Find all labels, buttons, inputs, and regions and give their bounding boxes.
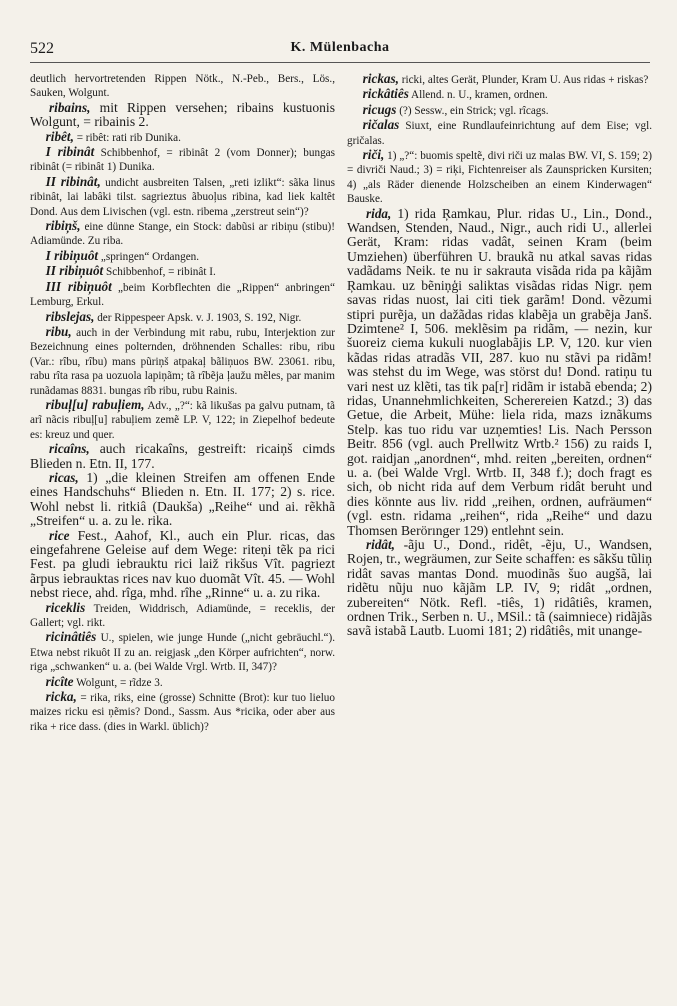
left-column	[30, 72, 335, 992]
entry-headword: ricîte	[45, 673, 74, 689]
entry-text: = ribêt: rati rib Dunika.	[73, 131, 181, 144]
entry-headword: riceklis	[45, 599, 86, 615]
entry-headword: ricas,	[49, 469, 79, 485]
dictionary-entry	[30, 471, 335, 529]
entry-headword: I ribinât	[45, 144, 95, 160]
dictionary-entry	[30, 264, 335, 279]
entry-headword: ricka,	[45, 689, 77, 705]
dictionary-entry	[347, 118, 652, 148]
entry-headword: rida,	[366, 205, 392, 221]
dictionary-entry	[347, 148, 652, 207]
entry-text: der Rippespeer Apsk. v. J. 1903, S. 192, Nigr.	[94, 311, 302, 324]
page-header	[30, 40, 650, 63]
entry-headword: ribslejas,	[45, 308, 95, 324]
entry-text: „springen“ Ordangen.	[98, 250, 200, 263]
entry-text: auch in der Verbindung mit rabu, rubu, Interjektion zur Bezeichnung eines polternden, dröhnenden Schalles: ribu, ribu (Var.: rîbu, rîbu) mans pũriņš atpakaļ bãliņuos BW. 23061. ribu, rabu rîta rasa pa uozuola lapiņãm; tã rîbẽja ļaužu mẽles, par manim runãdamas 8831. bungas rîb ribu, rubu Rainis.	[30, 326, 335, 397]
entry-headword: ribêt,	[45, 128, 74, 144]
entry-text: mit Rippen versehen; ribains kustuonis Wolgunt, = ribainis 2.	[30, 99, 335, 130]
entry-text: Schibbenhof, = ribinât I.	[103, 266, 216, 279]
dictionary-entry	[30, 325, 335, 398]
entry-text: „beim Korbflechten die „Rippen“ anbringen“ Lemburg, Erkul.	[30, 281, 335, 309]
dictionary-entry	[30, 145, 335, 175]
entry-headword: ricinâtiês	[45, 629, 97, 645]
dictionary-entry	[30, 398, 335, 442]
entry-text: eine dünne Stange, ein Stock: dabũsi ar ribiņu (stibu)! Adiamünde. Zu riba.	[30, 221, 335, 248]
entry-text: -ãju U., Dond., ridêt, -ẽju, U., Wandsen, Rojen, tr., wegräumen, zur Seite schaffen: es sãkšu tũliņ ridât savas mantas Dond. muodinãs šuo augšã, lai ridẽtu nũju nuo kãjãm LP. IV, 9; ridât „ordnen, zubereiten“ Nötk. Refl. -tiês, 1) ridâtiês, kramen, ordnen Trik., Serben n. U., MSil.: tã (saimniece) ridãjãs savã istabã Lautb. Luomi 181; 2) ridâtiês, mit unange-	[347, 537, 652, 639]
dictionary-entry	[30, 630, 335, 674]
entry-headword: ribuļ[u] rabuļiem,	[45, 396, 145, 412]
entry-text: auch ricakaîns, gestreift: ricaiņš cimds Blieden n. Etn. II, 177.	[30, 441, 335, 471]
entry-headword: ribu,	[45, 323, 72, 339]
entry-text: 1) „die kleinen Streifen am offenen Ende eines Handschuhs“ Blieden n. Etn. II. 177; 2) s. rice. Wohl nebst li. ritkiâ (Daukša) „Reihe“ und ai. rẽkhã „Streifen“ u. a. zu le. rika.	[30, 469, 335, 529]
dictionary-entry	[30, 690, 335, 734]
entry-text: = rika, riks, eine (grosse) Schnitte (Brot): kur tuo lieluo maizes ricku esi ņẽmis? Dond., Sassm. Aus *ricika, oder aber aus rika + rice dass. (dies in Warkl. üblich)?	[30, 692, 335, 733]
dictionary-entry	[30, 175, 335, 219]
dictionary-entry	[30, 219, 335, 249]
entry-headword: II ribiņuôt	[45, 263, 104, 279]
entry-headword: ricaîns,	[49, 441, 90, 457]
entry-headword: rice	[49, 527, 70, 543]
entry-headword: rickas,	[362, 72, 399, 86]
dictionary-entry	[30, 529, 335, 601]
entry-text: Siuxt, eine Rundlaufeinrichtung auf dem Eise; vgl. gričalas.	[347, 120, 652, 147]
entry-headword: riči,	[362, 147, 385, 163]
entry-headword: I ribiņuôt	[45, 247, 99, 263]
entry-headword: ridât,	[366, 537, 395, 552]
entry-text: 1) „?“: buomis speltẽ, divi riči uz malas BW. VI, S. 159; 2) = divriči Naud.; 3) = riķi, Fichtenreiser als Zaunspricken Kursiten; 4) „als Räder dienende Holzscheiben an einem Kinderwagen“ Bauske.	[347, 150, 652, 206]
entry-text: Adv., „?“: kã likušas pa galvu putnam, tã arĩ nãcis ribuļ[u] rabuļiem zemẽ LP. V, 122; in Ziepelhof bedeute es: kreuz und quer.	[30, 399, 335, 441]
entry-text: Allend. n. U., kramen, ordnen.	[408, 89, 548, 102]
entry-text: (?) Sessw., ein Strick; vgl. rîcags.	[396, 104, 549, 117]
dictionary-entry	[30, 72, 335, 101]
dictionary-entry	[347, 72, 652, 87]
dictionary-entry	[30, 442, 335, 471]
entry-headword: ribains,	[49, 99, 91, 115]
dictionary-entry	[347, 207, 652, 538]
dictionary-entry	[30, 280, 335, 310]
entry-headword: ričalas	[362, 117, 400, 133]
right-column	[347, 72, 652, 992]
entry-headword: rickâtiês	[362, 86, 409, 102]
entry-text: U., spielen, wie junge Hunde („nicht gebräuchl.“). Etwa nebst rikuôt II zu an. reigjask „den Körper aufrichten“, norw. riga „schwanken“ u. a. (bei Walde Vrgl. Wrtb. II, 347)?	[30, 632, 335, 674]
entry-text: Schibbenhof, = ribinât 2 (vom Donner); bungas ribinât (= ribinât 1) Dunika.	[30, 147, 335, 174]
dictionary-entry	[347, 538, 652, 639]
dictionary-entry	[30, 310, 335, 325]
entry-text: Treiden, Widdrisch, Adiamünde, = receklis, der Gallert; vgl. rikt.	[30, 602, 335, 630]
dictionary-entry	[30, 675, 335, 690]
dictionary-entry	[347, 87, 652, 102]
entry-headword: II ribinât,	[45, 173, 101, 189]
entry-headword: ribiņš,	[45, 218, 81, 234]
running-title: K. Mülenbacha	[290, 40, 390, 55]
entry-text: Fest., Aahof, Kl., auch ein Plur. ricas, das eingefahrene Geleise auf dem Wege: riteņi tẽk pa rici Fest. pa gludi iebrauktu rici laiž rikšus Vît. pagriezt ãrpus iebrauktas rices nav kuo duomãt Vît. 45. — Wohl nebst riece, ahd. rîga, mhd. rîhe „Rinne“ u. a. zu rika.	[30, 527, 335, 601]
dictionary-entry	[30, 249, 335, 264]
entry-text: deutlich hervortretenden Rippen Nötk., N.-Peb., Bers., Lös., Sauken, Wolgunt.	[30, 73, 335, 100]
dictionary-entry	[30, 101, 335, 130]
dictionary-entry	[347, 103, 652, 118]
entry-headword: ricugs	[362, 101, 397, 117]
entry-text: ricki, altes Gerät, Plunder, Kram U. Aus ridas + riskas?	[398, 74, 649, 86]
page-number: 522	[30, 40, 54, 57]
entry-text: Wolgunt, = rĩdze 3.	[73, 676, 163, 689]
entry-text: 1) rida Ŗamkau, Plur. ridas U., Lin., Dond., Wandsen, Stenden, Naud., Nigr., auch ridi U., allerlei Gerät, Kram: ridas vadât, seinen Kram (beim Umziehen) überführen U. braukã nu atkal savas ridas vadãdams Neik. te nu ir sakrauta visãda rida pa kãjãm Ŗamkau. uz bẽniņģi saliktas visãdas ridas Nigr. ņem savas ridas nuost, lai citi tiek garãm! Dond. vẽzumi stipri purẽja, un dažãdas ridas klabẽja un grabẽja Janš. Dzimtene² I, 506. meklẽsim pa ridãm, — nezin, kur šuoreiz ciema kukuli nuoglabãjis LP. V, 120. kur vien kãdas ridas atradãs VII, 287. kuo nu stãvi pa ridãm! was stehst du im Wege, was störst du! Dond. ratiņu tu vari nest uz klẽti, tas tik pa[r] ridãm ir istabã ebenda; 2) ridas, Unannehmlichkeiten, Scherereien Katzd.; 3) das Getue, die Arbeit, Mühe: liela rida, mazs iznãkums Stelp. kas tuo ridu var uzņemties! Lis. Nach Persson Beitr. 856 (vgl. auch Prellwitz Wrtb.² 156) zu raids I, got. raidjan „anordnen“, mhd. reiten „bereiten, ordnen“ u. a. (bei Walde Vrgl. Wrtb. II, 348 f.); doch fragt es sich, ob nicht rida auf dem Verbum ridât beruht und dies könnte aus liv. ridd „reihen, ordnen, aufräumen“ (vgl. estn. ridama „reihen“, rida „Reihe“ und dazu Thomsen Berörınger 129) entlehnt sein.	[347, 205, 652, 538]
entry-headword: III ribiņuôt	[45, 278, 112, 294]
entry-text: undicht ausbreiten Talsen, „reti izlikt“: sãka linus ribinât, lai labâki tilst. sagrieztus ãbuoļus ribina, kad liek kaltêt Dond. Aus dem Livischen (vgl. estn. ribema „zerstreut sein“)?	[30, 176, 335, 218]
dictionary-entry	[30, 130, 335, 145]
dictionary-entry	[30, 601, 335, 631]
